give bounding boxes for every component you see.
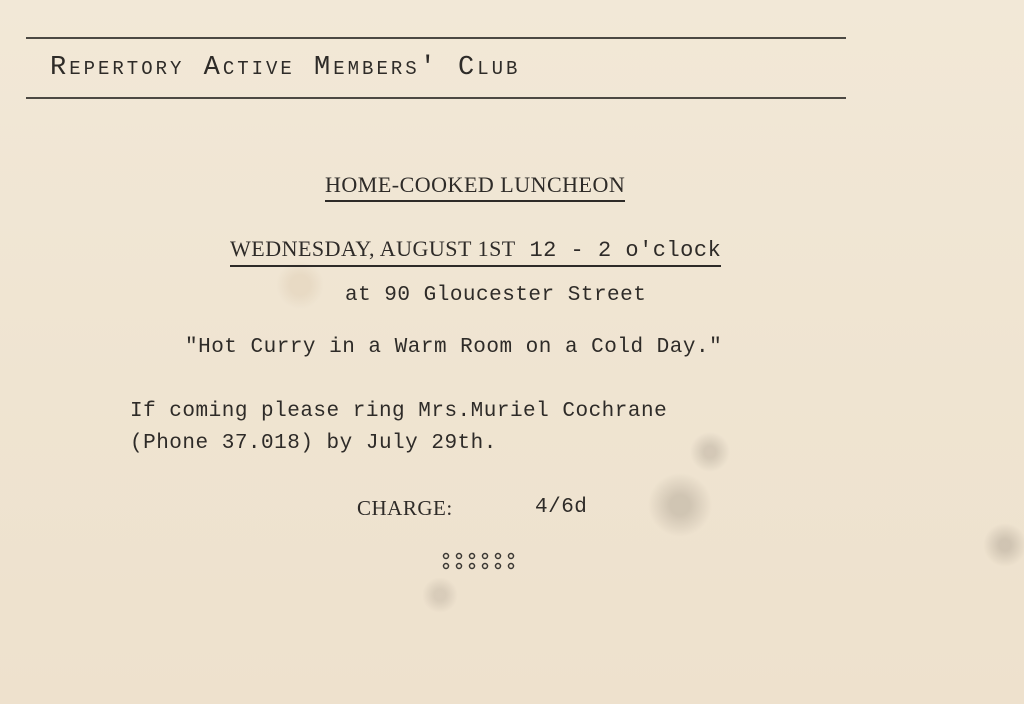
closing-ornament-icon bbox=[441, 552, 517, 570]
header-top-rule bbox=[26, 37, 846, 39]
charge-label: CHARGE: bbox=[357, 496, 453, 520]
charge-value: 4/6d bbox=[535, 496, 588, 519]
event-address: at 90 Gloucester Street bbox=[345, 284, 647, 307]
header-bottom-rule bbox=[26, 97, 846, 99]
event-time: 12 - 2 o'clock bbox=[529, 238, 722, 263]
club-header: Repertory Active Members' Club bbox=[50, 53, 521, 83]
rsvp-instruction-line-2: (Phone 37.018) by July 29th. bbox=[130, 432, 497, 455]
rsvp-instruction-line-1: If coming please ring Mrs.Muriel Cochrane bbox=[130, 400, 668, 423]
event-title: HOME-COOKED LUNCHEON bbox=[325, 172, 625, 202]
event-date-time bbox=[230, 236, 721, 267]
event-date: WEDNESDAY, AUGUST 1ST bbox=[230, 236, 516, 261]
event-slogan: "Hot Curry in a Warm Room on a Cold Day." bbox=[185, 336, 723, 359]
